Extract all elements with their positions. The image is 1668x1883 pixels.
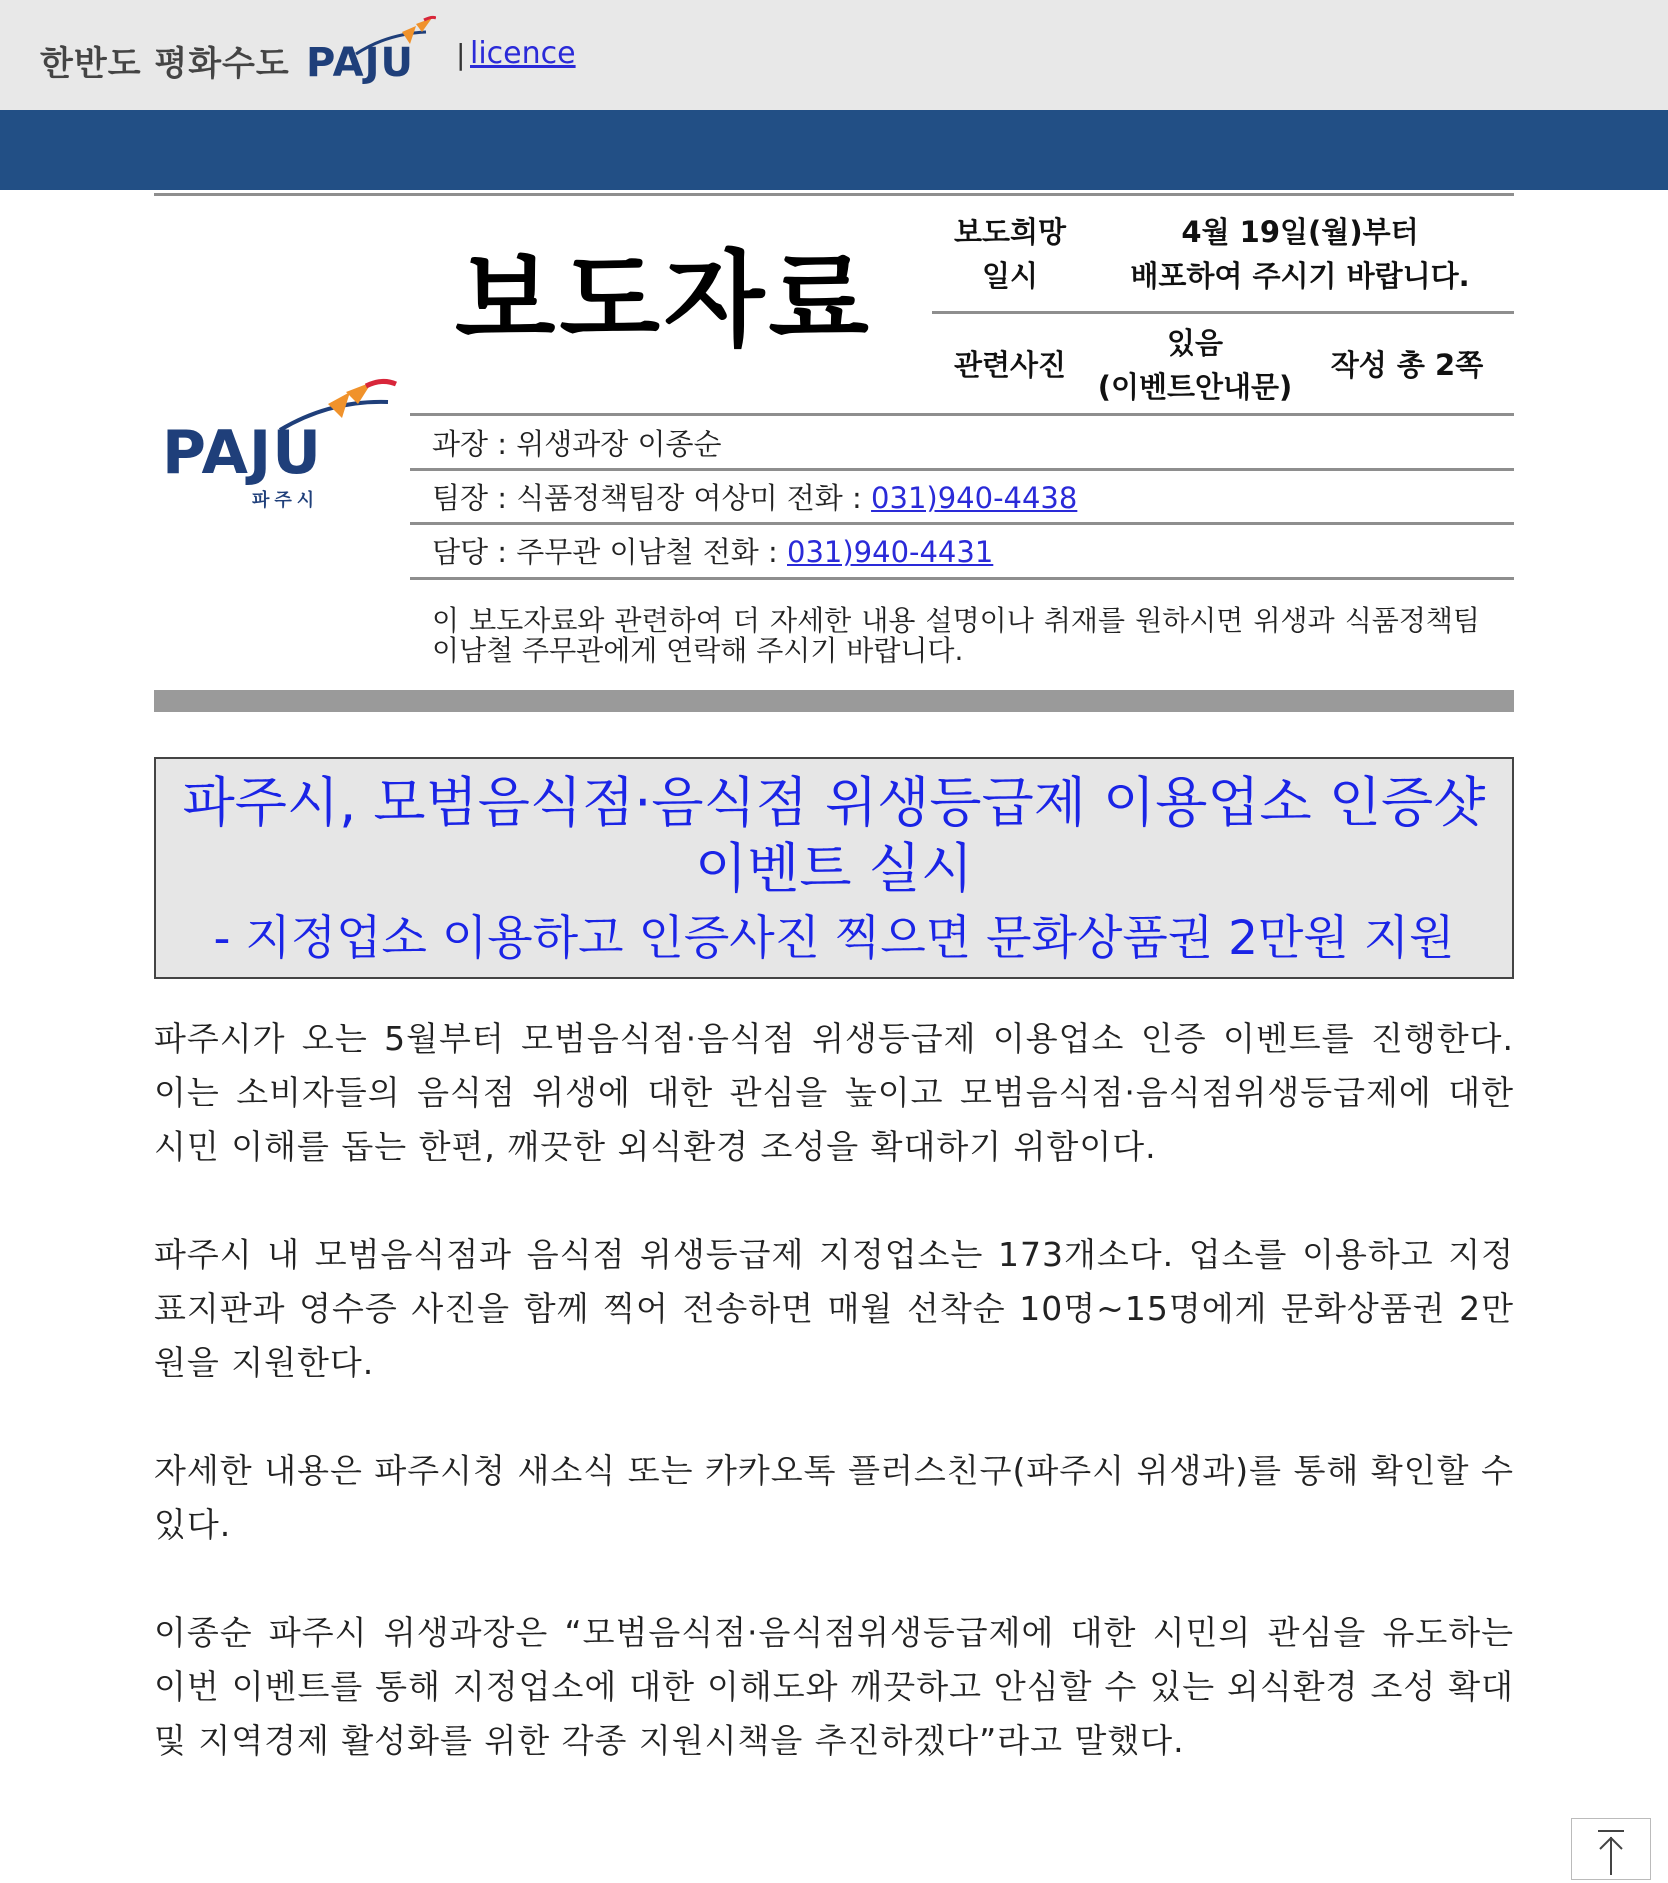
staff-divider bbox=[410, 468, 1514, 471]
photo-label: 관련사진 bbox=[953, 348, 1067, 382]
release-value-line1: 4월 19일(월)부터 bbox=[1181, 215, 1419, 249]
press-release-title: 보도자료 bbox=[455, 239, 873, 361]
contact-phone-link[interactable]: 031)940-4431 bbox=[787, 535, 994, 569]
separator: | bbox=[456, 38, 466, 71]
photo-value bbox=[1080, 321, 1310, 409]
release-label bbox=[930, 210, 1090, 298]
contact-row bbox=[432, 534, 993, 570]
contact-text: 담당 : 주무관 이남철 전화 : bbox=[432, 535, 787, 569]
headline-box bbox=[154, 757, 1514, 979]
scroll-top-button[interactable] bbox=[1571, 1818, 1651, 1880]
paju-city-logo bbox=[160, 378, 400, 518]
logo-text: PAJU bbox=[306, 40, 414, 86]
logo-word: PAJU bbox=[162, 418, 322, 488]
release-value-line2: 배포하여 주시기 바랍니다. bbox=[1130, 259, 1470, 293]
top-divider bbox=[154, 193, 1514, 196]
site-header bbox=[0, 0, 1668, 110]
photo-value-line2: (이벤트안내문) bbox=[1097, 370, 1293, 404]
team-lead-text: 팀장 : 식품정책팀장 여상미 전화 : bbox=[432, 481, 872, 515]
staff-divider bbox=[410, 522, 1514, 525]
release-value bbox=[1100, 210, 1500, 298]
logo-subtitle: 파주시 bbox=[252, 490, 320, 511]
headline-subline: - 지정업소 이용하고 인증사진 찍으면 문화상품권 2만원 지원 bbox=[213, 911, 1455, 966]
contact-notice: 이 보도자료와 관련하여 더 자세한 내용 설명이나 취재를 원하시면 위생과 식품정책팀 이남철 주무관에게 연락해 주시기 바랍니다. bbox=[432, 604, 1480, 667]
staff-divider bbox=[410, 577, 1514, 580]
info-divider bbox=[932, 311, 1514, 314]
body-paragraph-4: 이종순 파주시 위생과장은 “모범음식점·음식점위생등급제에 대한 시민의 관심을 유도하는 이번 이벤트를 통해 지정업소에 대한 이해도와 깨끗하고 안심할 수 있는 외식환경 조성 확대 및 지역경제 활성화를 위한 각종 지원시책을 추진하겠다”라고 말했다. bbox=[154, 1613, 1514, 1760]
licence-link[interactable]: licence bbox=[470, 36, 576, 71]
headline-line2: 이벤트 실시 bbox=[695, 837, 973, 900]
photo-value-line1: 있음 bbox=[1166, 326, 1224, 360]
site-name: 한반도 평화수도 bbox=[40, 44, 290, 84]
release-label-line1: 보도희망 bbox=[953, 215, 1067, 249]
body-paragraph-1: 파주시가 오는 5월부터 모범음식점·음식점 위생등급제 이용업소 인증 이벤트를 진행한다. 이는 소비자들의 음식점 위생에 대한 관심을 높이고 모범음식점·음식점위생등급제에 대한 시민 이해를 돕는 한편, 깨끗한 외식환경 조성을 확대하기 위함이다. bbox=[154, 1019, 1514, 1166]
header-banner bbox=[0, 110, 1668, 190]
release-label-line2: 일시 bbox=[981, 259, 1039, 293]
body-paragraph-2: 파주시 내 모범음식점과 음식점 위생등급제 지정업소는 173개소다. 업소를 이용하고 지정표지판과 영수증 사진을 함께 찍어 전송하면 매월 선착순 10명~15명에게 문화상품권 2만원을 지원한다. bbox=[154, 1235, 1514, 1382]
staff-divider bbox=[410, 413, 1514, 416]
arrow-up-to-line-icon bbox=[1572, 1819, 1650, 1879]
headline-line1: 파주시, 모범음식점·음식점 위생등급제 이용업소 인증샷 bbox=[182, 771, 1486, 834]
page-count: 작성 총 2쪽 bbox=[1330, 348, 1484, 382]
paju-header-logo[interactable] bbox=[306, 14, 436, 86]
team-lead-phone-link[interactable]: 031)940-4438 bbox=[871, 481, 1078, 515]
chief-row: 과장 : 위생과장 이종순 bbox=[432, 427, 722, 461]
team-lead-row bbox=[432, 480, 1077, 516]
section-divider bbox=[154, 690, 1514, 712]
body-paragraph-3: 자세한 내용은 파주시청 새소식 또는 카카오톡 플러스친구(파주시 위생과)를 통해 확인할 수 있다. bbox=[154, 1451, 1514, 1544]
